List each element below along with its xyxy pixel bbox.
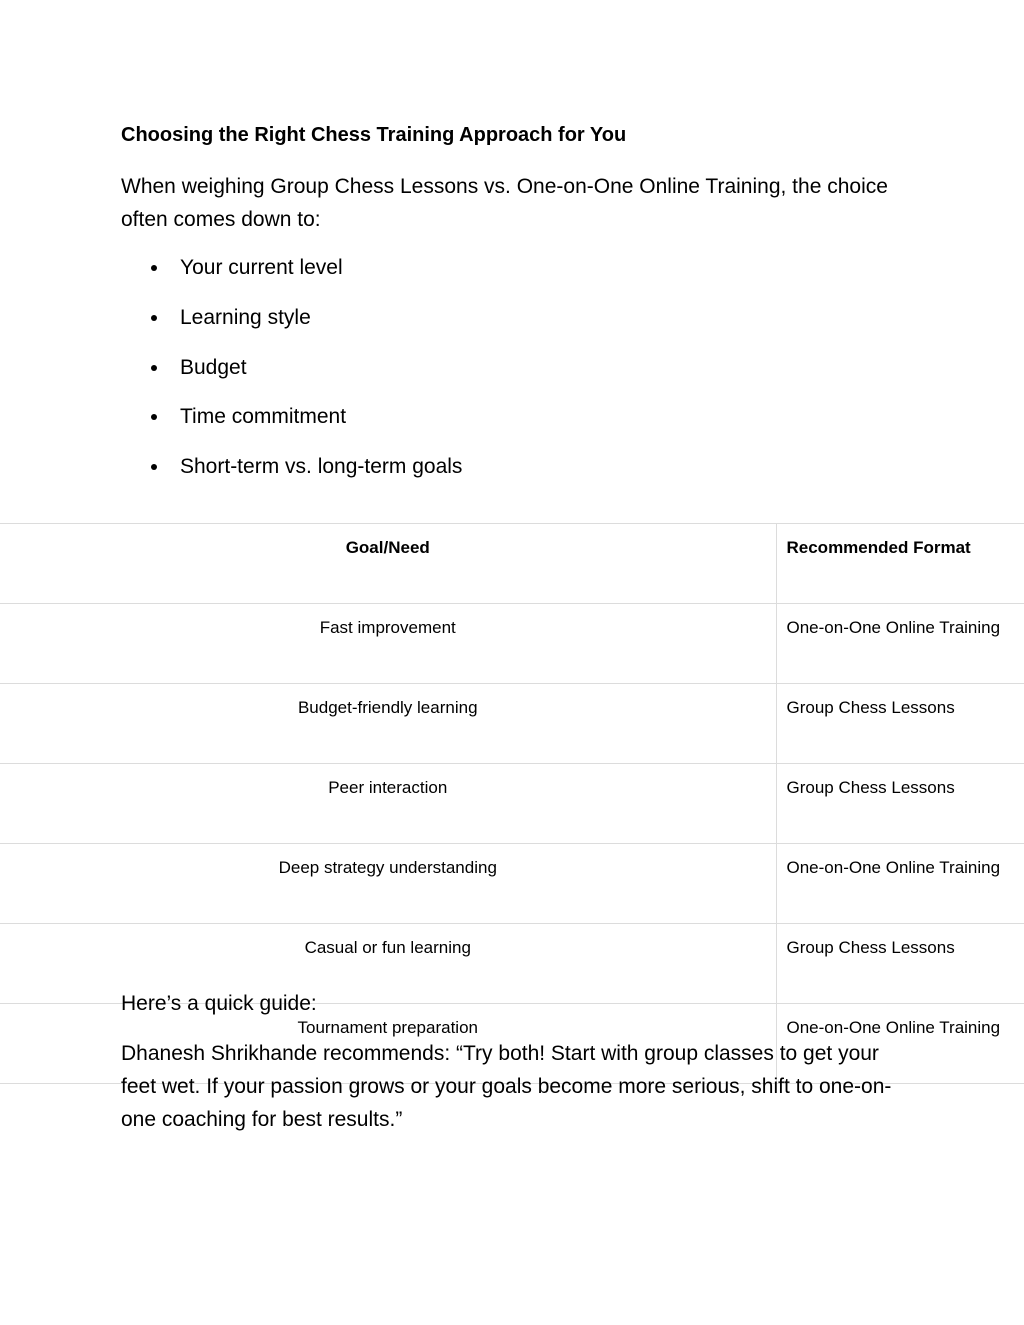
column-header-format: Recommended Format	[776, 524, 1024, 604]
table-row	[0, 764, 1024, 844]
list-item	[121, 450, 462, 500]
quick-guide-label: Here’s a quick guide:	[121, 992, 317, 1015]
table-row	[0, 684, 1024, 764]
format-cell: Group Chess Lessons	[776, 684, 1024, 764]
goal-cell: Deep strategy understanding	[0, 844, 776, 924]
bullet-icon	[151, 464, 157, 470]
bullet-icon	[151, 414, 157, 420]
table-row	[0, 604, 1024, 684]
list-item	[121, 400, 462, 450]
recommendation-quote: Dhanesh Shrikhande recommends: “Try both! Start with group classes to get your feet wet. If your passion grows or your goals become more serious, shift to one-on-one coaching for best results.”	[121, 1042, 892, 1131]
factor-list	[121, 251, 462, 500]
goal-cell: Peer interaction	[0, 764, 776, 844]
list-item	[121, 251, 462, 301]
bullet-icon	[151, 265, 157, 271]
format-cell: One-on-One Online Training	[776, 844, 1024, 924]
list-item-text: Short-term vs. long-term goals	[180, 455, 463, 478]
format-cell: Group Chess Lessons	[776, 924, 1024, 1004]
list-item-text: Your current level	[180, 256, 343, 279]
goal-cell: Fast improvement	[0, 604, 776, 684]
goal-cell: Budget-friendly learning	[0, 684, 776, 764]
column-header-goal: Goal/Need	[0, 524, 776, 604]
goal-cell: Casual or fun learning	[0, 924, 776, 1004]
list-item	[121, 301, 462, 351]
list-item-text: Learning style	[180, 305, 311, 329]
format-cell: One-on-One Online Training	[776, 1004, 1024, 1084]
goal-cell: Tournament preparation	[0, 1004, 776, 1084]
list-item	[121, 351, 462, 401]
table-header-row	[0, 524, 1024, 604]
bullet-icon	[151, 315, 157, 321]
format-cell: One-on-One Online Training	[776, 604, 1024, 684]
section-heading: Choosing the Right Chess Training Approach for You	[121, 124, 627, 146]
bullet-icon	[151, 365, 157, 371]
table-row	[0, 844, 1024, 924]
list-item-text: Time commitment	[180, 405, 347, 429]
list-item-text: Budget	[180, 355, 247, 379]
format-cell: Group Chess Lessons	[776, 764, 1024, 844]
intro-paragraph: When weighing Group Chess Lessons vs. One-on-One Online Training, the choice often comes down to:	[121, 175, 888, 231]
